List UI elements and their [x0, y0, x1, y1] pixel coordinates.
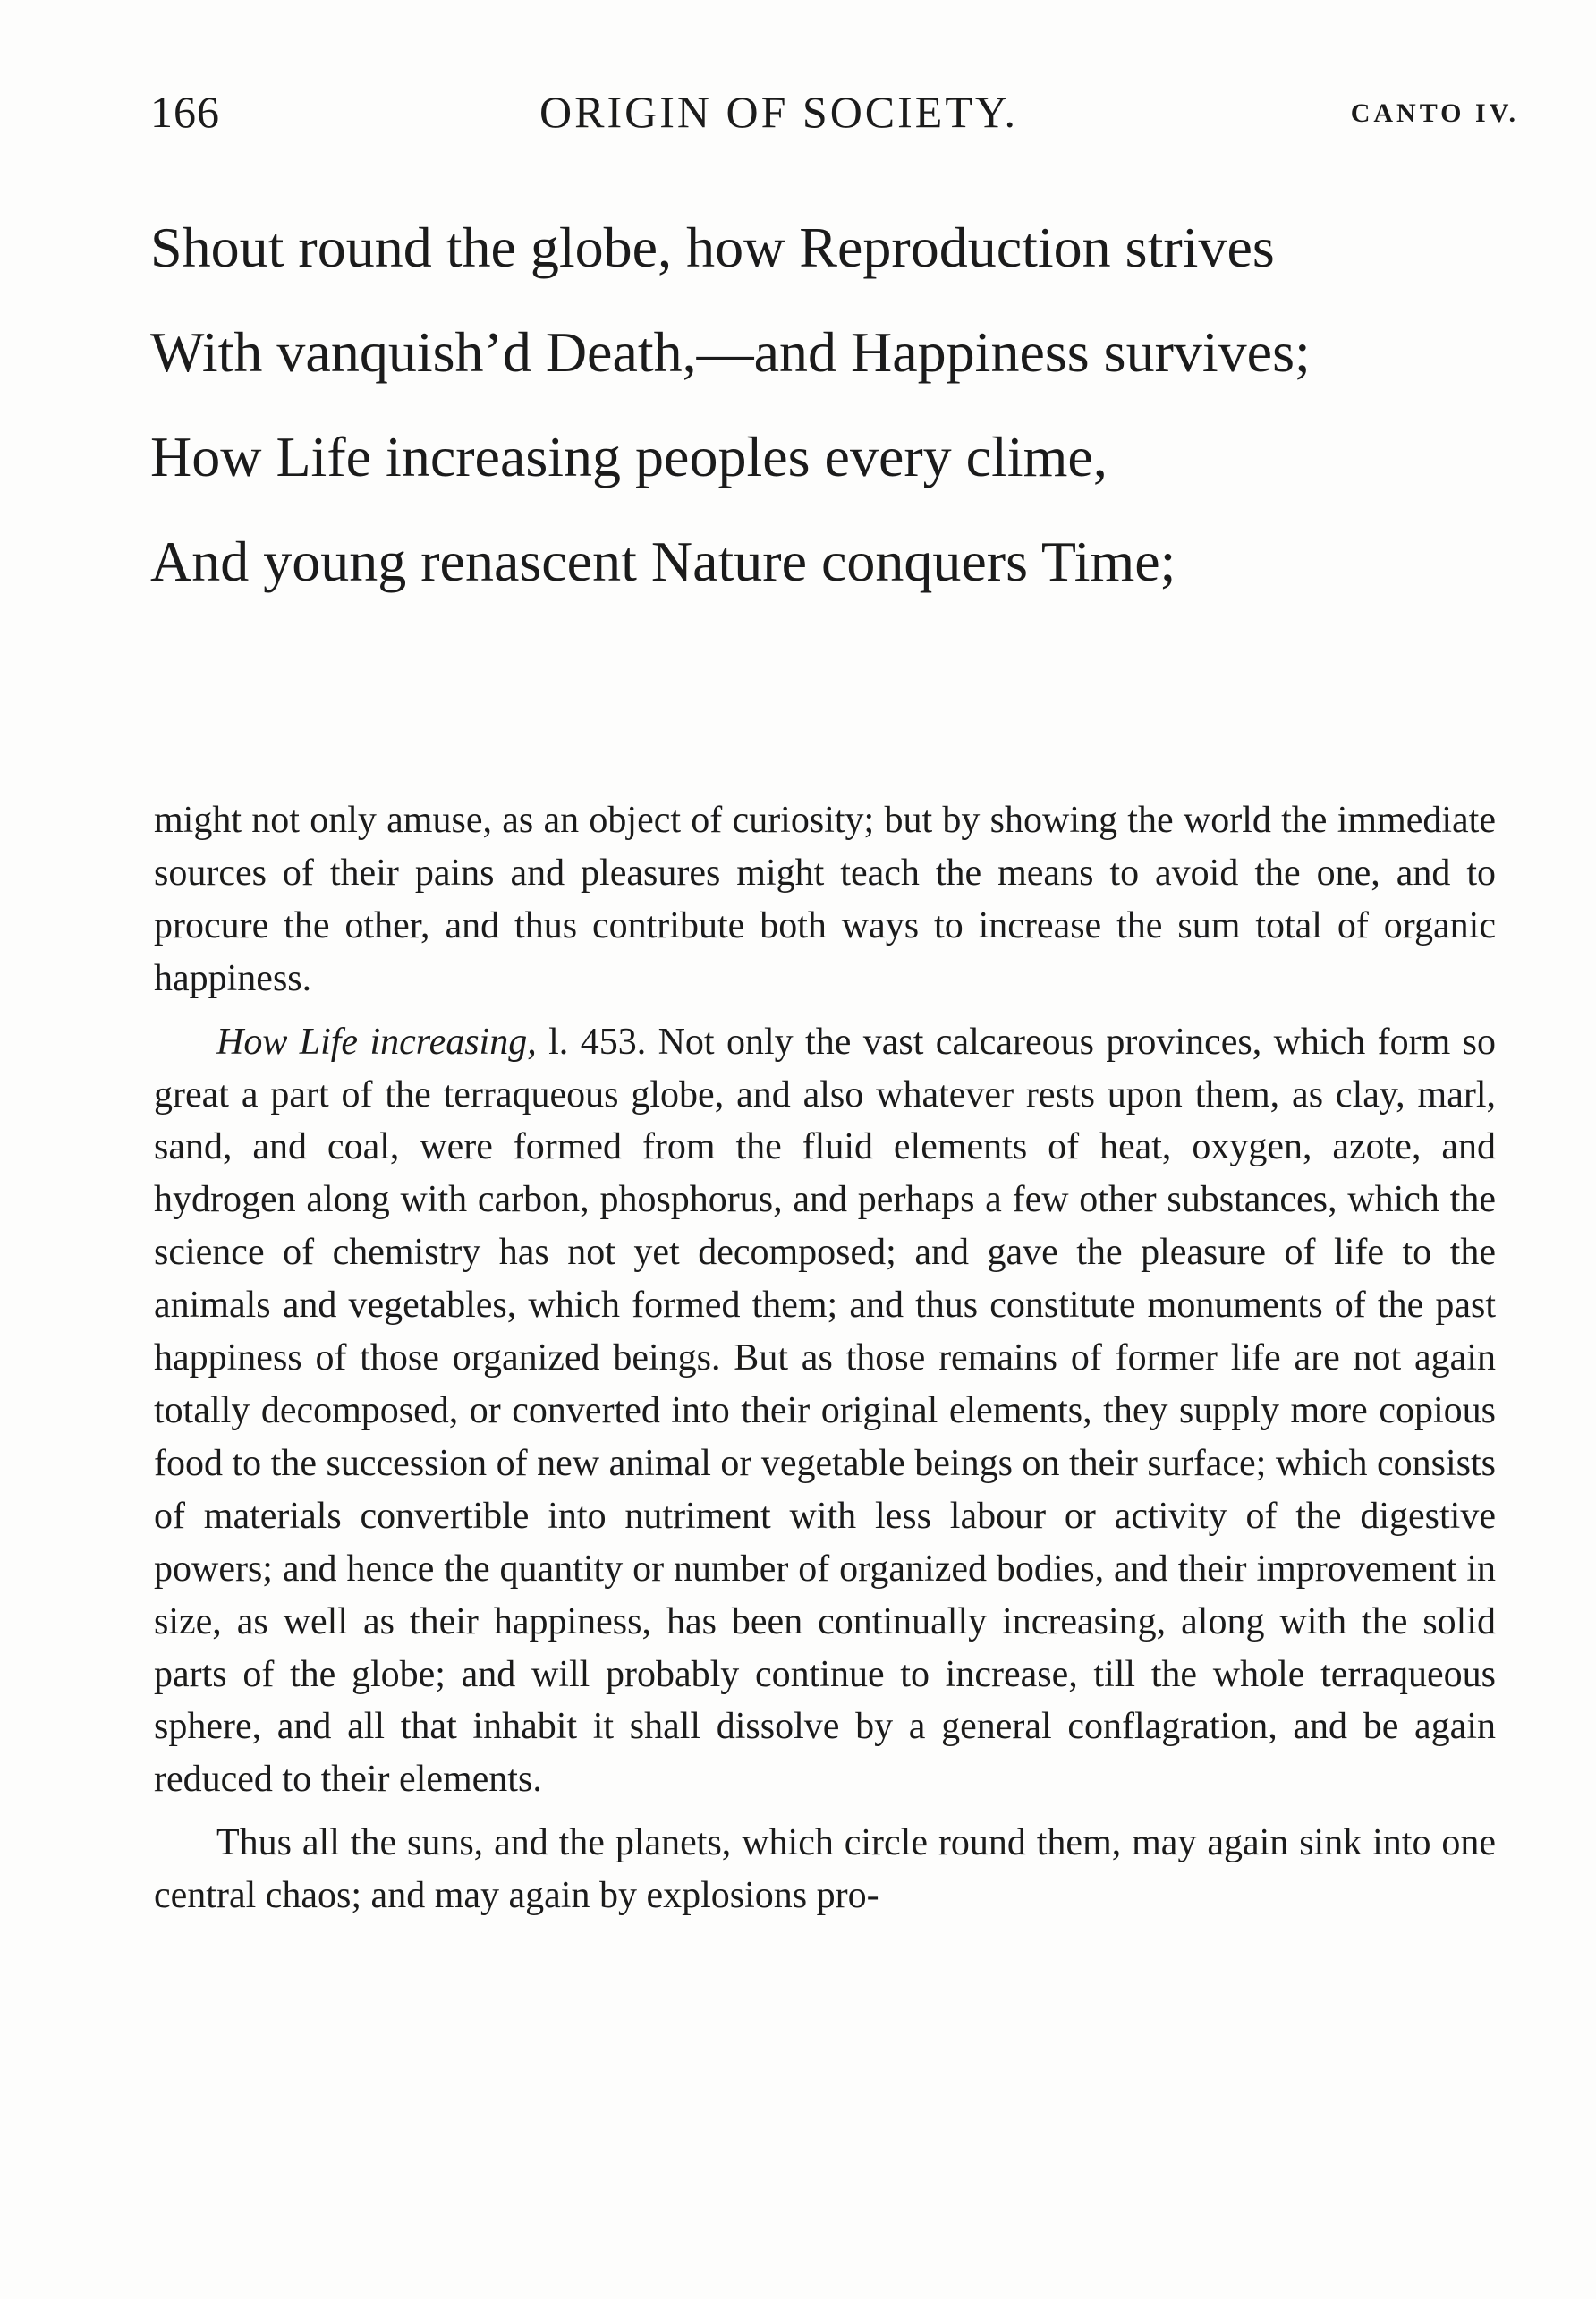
verse-line-3: How Life increasing peoples every clime,: [150, 425, 1108, 488]
page-number: 166: [150, 87, 220, 137]
running-title: ORIGIN OF SOCIETY.: [539, 87, 1019, 137]
verse-line-2: With vanquish’d Death,—and Happiness survives;: [150, 320, 1311, 384]
verse-line-4: And young renascent Nature conquers Time;: [150, 530, 1176, 593]
canto-label: CANTO IV.: [1350, 98, 1519, 128]
verse-block: [150, 195, 1447, 614]
note-heading: How Life increasing,: [216, 1021, 537, 1063]
note-body: Not only the vast calcareous provinces, which form so great a part of the terraqueous globe, and also whatever rests upon them, as clay, marl, sand, and coal, were formed from the fluid elements of heat, oxygen, azote, and hydrogen along with carbon, phosphorus, and perhaps a few other substances, which the science of chemistry has not yet decomposed; and gave the pleasure of life to the animals and vegetables, which formed them; and thus constitute monuments of the past happiness of those organized beings. But as those remains of former life are not again totally decomposed, or converted into their original elements, they supply more copious food to the succession of new animal or vegetable beings on their surface; which consists of materials convertible into nutriment with less labour or activity of the digestive powers; and hence the quantity or number of organized bodies, and their improvement in size, as well as their happiness, has been continually increasing, along with the solid parts of the globe; and will probably continue to increase, till the whole terraqueous sphere, and all that inhabit it shall dissolve by a general conflagration, and be again reduced to their elements.: [154, 1021, 1497, 1801]
note-paragraph-1: might not only amuse, as an object of curiosity; but by showing the world the immediate sources of their pains and pleasures might teach the means to avoid the one, and to procure the other, and thus contribute both ways to increase the sum total of organic happiness.: [154, 800, 1496, 999]
running-head: [150, 79, 1519, 150]
notes-block: [154, 794, 1496, 1922]
note-line-reference: l. 453.: [536, 1021, 647, 1063]
note-paragraph-2: [154, 1016, 1496, 1807]
verse-line-1: Shout round the globe, how Reproduction strives: [150, 216, 1275, 279]
note-paragraph-3: Thus all the suns, and the planets, which circle round them, may again sink into one central chaos; and may again by explosions pro-: [154, 1822, 1496, 1917]
